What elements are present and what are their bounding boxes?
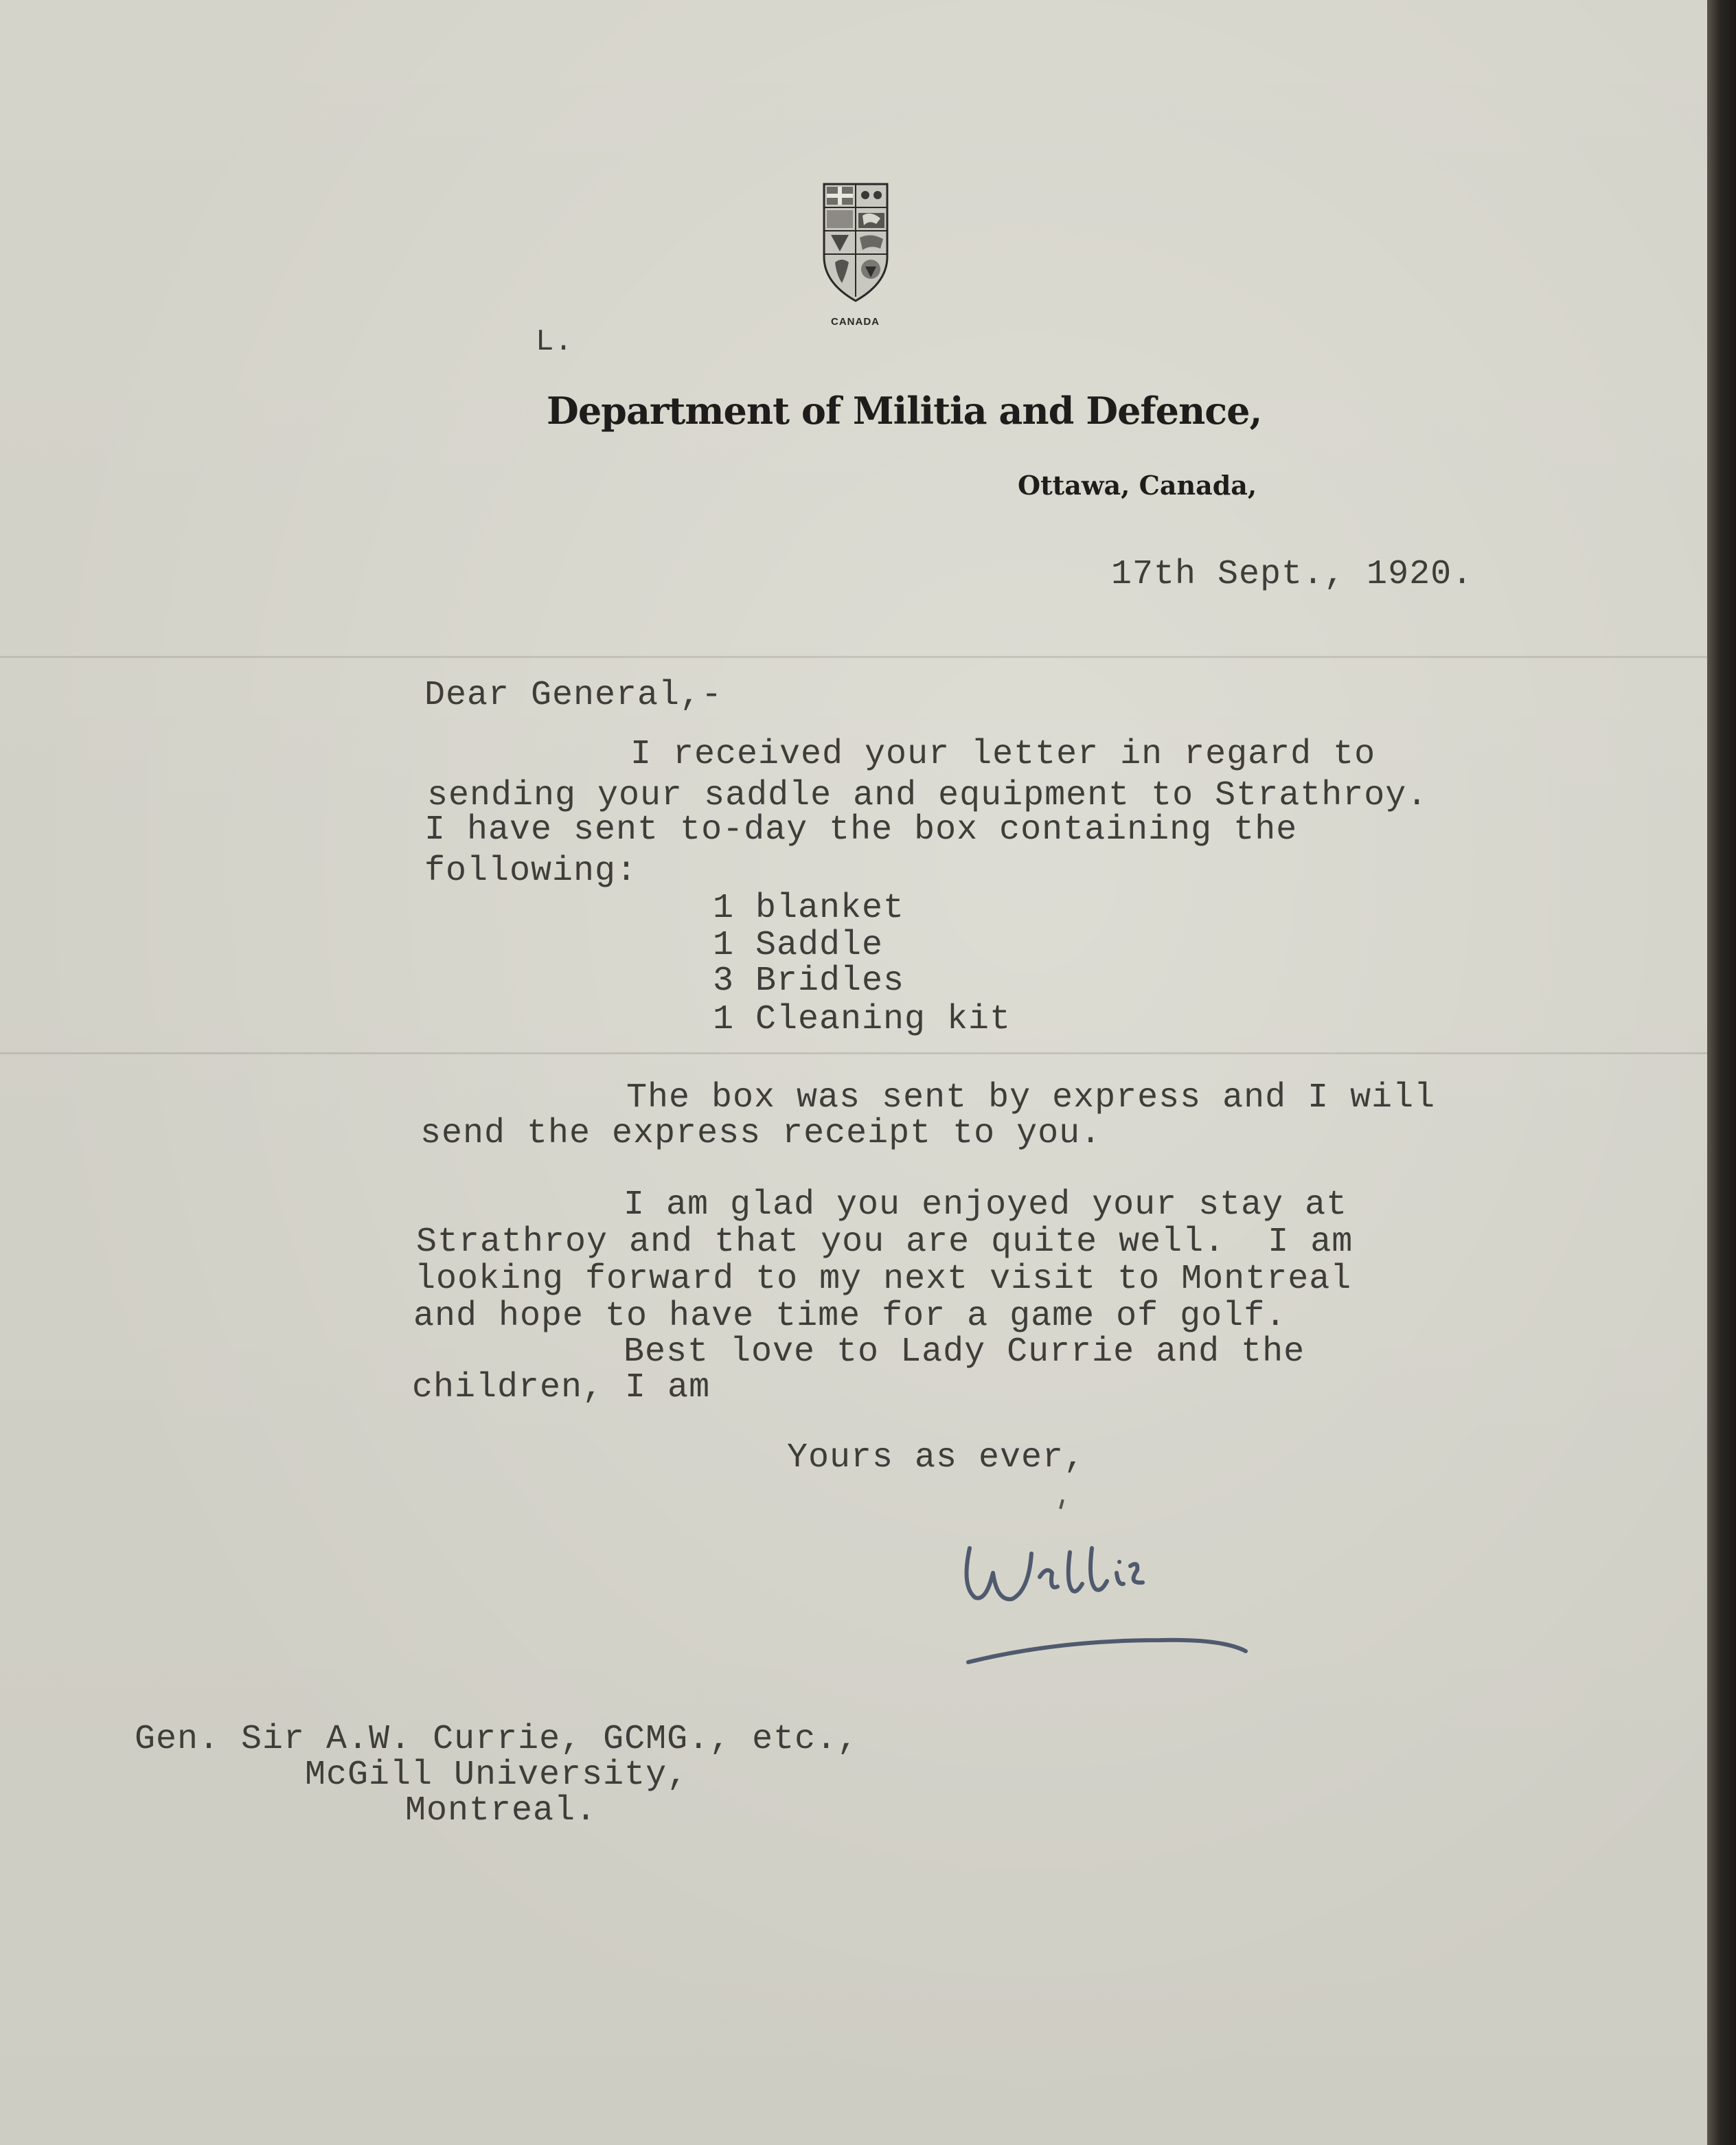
list-item: 1 Saddle [713, 926, 884, 965]
letter-date: 17th Sept., 1920. [1111, 555, 1474, 594]
paragraph-line: children, I am [412, 1368, 711, 1407]
salutation: Dear General,- [424, 676, 723, 715]
paragraph-line: I received your letter in regard to [630, 735, 1376, 774]
recipient-line: Montreal. [405, 1791, 597, 1830]
fold-line [0, 1052, 1714, 1054]
crest-label: CANADA [831, 316, 880, 328]
paragraph-line: Strathroy and that you are quite well. I am [416, 1223, 1354, 1262]
list-item: 3 Bridles [713, 962, 905, 1001]
ink-mark [1059, 1499, 1064, 1510]
recipient-line: Gen. Sir A.W. Currie, GCMG., etc., [135, 1720, 859, 1759]
recipient-line: McGill University, [305, 1756, 689, 1795]
paragraph-line: following: [424, 852, 638, 891]
fold-line [0, 656, 1714, 658]
department-heading: Department of Militia and Defence, [547, 389, 1262, 433]
file-mark: L. [536, 325, 573, 359]
closing: Yours as ever, [787, 1438, 1086, 1477]
paragraph-line: looking forward to my next visit to Montreal [415, 1260, 1352, 1299]
paragraph-line: send the express receipt to you. [420, 1114, 1102, 1153]
paragraph-line: sending your saddle and equipment to Strathroy. [427, 776, 1428, 815]
paragraph-line: Best love to Lady Currie and the [624, 1332, 1305, 1372]
paragraph-line: and hope to have time for a game of golf. [413, 1297, 1287, 1336]
paragraph-line: The box was sent by express and I will [626, 1078, 1436, 1117]
location-heading: Ottawa, Canada, [1018, 470, 1257, 501]
paragraph-line: I am glad you enjoyed your stay at [624, 1185, 1348, 1225]
canada-coat-of-arms-icon [821, 180, 890, 308]
signature [955, 1525, 1264, 1683]
list-item: 1 Cleaning kit [713, 1000, 1012, 1039]
paragraph-line: I have sent to-day the box containing the [424, 810, 1298, 850]
list-item: 1 blanket [713, 889, 905, 928]
dark-page-edge [1707, 0, 1736, 2145]
